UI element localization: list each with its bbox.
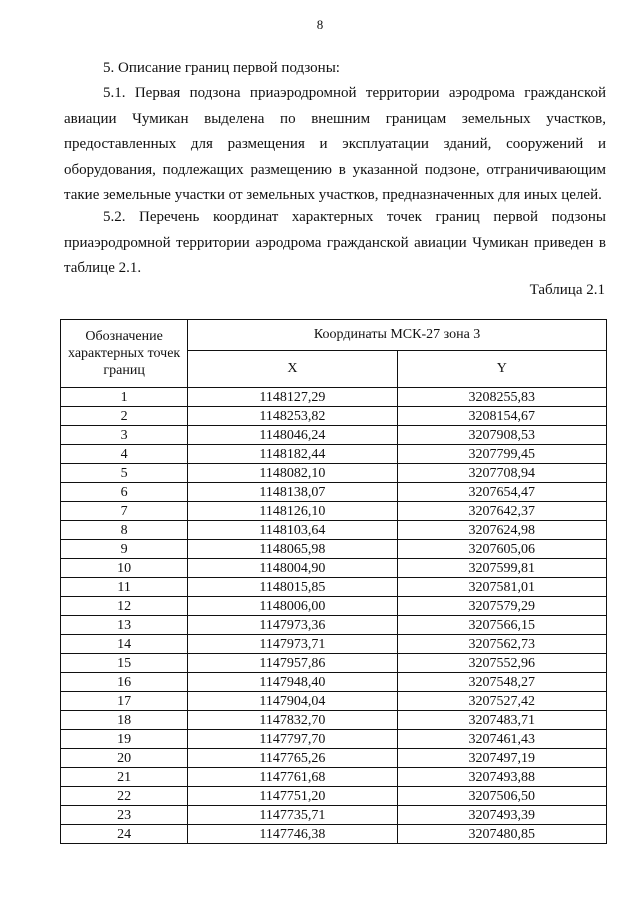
y-coordinate-cell: 3207624,98 — [397, 521, 606, 540]
y-coordinate-cell: 3207493,88 — [397, 768, 606, 787]
x-coordinate-cell: 1147948,40 — [188, 673, 397, 692]
y-coordinate-cell: 3207799,45 — [397, 445, 606, 464]
y-coordinate-cell: 3207562,73 — [397, 635, 606, 654]
paragraph-5-1-text: 5.1. Первая подзона приаэродромной территории аэродрома гражданской авиации Чумикан выделена по внешним границам земельных участков, предоставленных для размещения и эксплуатации зданий, сооружений и оборудования, подлежащих размещению в указанной подзоне, отграничивающим такие земельные участки от земельных участков, предназначенных для иных целей. — [64, 85, 606, 203]
y-coordinate-cell: 3207581,01 — [397, 578, 606, 597]
table-body — [61, 388, 607, 844]
table-row — [61, 673, 607, 692]
x-coordinate-cell: 1148065,98 — [188, 540, 397, 559]
point-number-cell: 22 — [61, 787, 188, 806]
y-coordinate-cell: 3207605,06 — [397, 540, 606, 559]
x-coordinate-cell: 1147751,20 — [188, 787, 397, 806]
y-coordinate-cell: 3207527,42 — [397, 692, 606, 711]
x-coordinate-cell: 1148004,90 — [188, 559, 397, 578]
x-coordinate-cell: 1148253,82 — [188, 407, 397, 426]
table-row — [61, 426, 607, 445]
table-row — [61, 635, 607, 654]
point-number-cell: 10 — [61, 559, 188, 578]
table-row — [61, 445, 607, 464]
x-coordinate-cell: 1147761,68 — [188, 768, 397, 787]
page-number: 8 — [316, 17, 324, 32]
table-row — [61, 483, 607, 502]
table-row — [61, 768, 607, 787]
table-row — [61, 749, 607, 768]
point-number-cell: 1 — [61, 388, 188, 407]
x-coordinate-cell: 1148126,10 — [188, 502, 397, 521]
column-header-x: X — [188, 351, 397, 388]
point-number-cell: 17 — [61, 692, 188, 711]
y-coordinate-cell: 3207493,39 — [397, 806, 606, 825]
table-row — [61, 616, 607, 635]
paragraph-5-2-text: 5.2. Перечень координат характерных точек границ первой подзоны приаэродромной территории аэродрома гражданской авиации Чумикан приведен в таблице 2.1. — [64, 209, 606, 276]
x-coordinate-cell: 1148082,10 — [188, 464, 397, 483]
x-coordinate-cell: 1147904,04 — [188, 692, 397, 711]
y-coordinate-cell: 3207599,81 — [397, 559, 606, 578]
point-number-cell: 5 — [61, 464, 188, 483]
point-number-cell: 18 — [61, 711, 188, 730]
table-row — [61, 787, 607, 806]
y-coordinate-cell: 3207548,27 — [397, 673, 606, 692]
y-coordinate-cell: 3208154,67 — [397, 407, 606, 426]
table-row — [61, 711, 607, 730]
x-coordinate-cell: 1148127,29 — [188, 388, 397, 407]
point-number-cell: 4 — [61, 445, 188, 464]
table-row — [61, 521, 607, 540]
x-coordinate-cell: 1147735,71 — [188, 806, 397, 825]
point-number-cell: 6 — [61, 483, 188, 502]
section-heading: 5. Описание границ первой подзоны: — [103, 60, 340, 76]
x-coordinate-cell: 1148103,64 — [188, 521, 397, 540]
point-number-cell: 20 — [61, 749, 188, 768]
point-number-cell: 3 — [61, 426, 188, 445]
table-row — [61, 559, 607, 578]
table-row — [61, 407, 607, 426]
table-row — [61, 654, 607, 673]
point-number-cell: 13 — [61, 616, 188, 635]
point-number-cell: 7 — [61, 502, 188, 521]
x-coordinate-cell: 1147957,86 — [188, 654, 397, 673]
paragraph-5-1 — [64, 81, 606, 209]
point-number-cell: 21 — [61, 768, 188, 787]
table-row — [61, 730, 607, 749]
point-number-cell: 23 — [61, 806, 188, 825]
point-number-cell: 15 — [61, 654, 188, 673]
point-number-cell: 8 — [61, 521, 188, 540]
y-coordinate-cell: 3207642,37 — [397, 502, 606, 521]
y-coordinate-cell: 3207552,96 — [397, 654, 606, 673]
x-coordinate-cell: 1147973,71 — [188, 635, 397, 654]
x-coordinate-cell: 1147973,36 — [188, 616, 397, 635]
x-coordinate-cell: 1148015,85 — [188, 578, 397, 597]
column-header-points: Обозначение характерных точек границ — [61, 320, 188, 388]
table-row — [61, 388, 607, 407]
table-row — [61, 464, 607, 483]
x-coordinate-cell: 1147765,26 — [188, 749, 397, 768]
x-coordinate-cell: 1148006,00 — [188, 597, 397, 616]
y-coordinate-cell: 3207461,43 — [397, 730, 606, 749]
y-coordinate-cell: 3207566,15 — [397, 616, 606, 635]
y-coordinate-cell: 3207497,19 — [397, 749, 606, 768]
y-coordinate-cell: 3207908,53 — [397, 426, 606, 445]
paragraph-5-2 — [64, 205, 606, 282]
table-row — [61, 825, 607, 844]
y-coordinate-cell: 3207483,71 — [397, 711, 606, 730]
table-row — [61, 540, 607, 559]
table-row — [61, 692, 607, 711]
table-row — [61, 502, 607, 521]
y-coordinate-cell: 3207708,94 — [397, 464, 606, 483]
y-coordinate-cell: 3207654,47 — [397, 483, 606, 502]
x-coordinate-cell: 1147746,38 — [188, 825, 397, 844]
x-coordinate-cell: 1148138,07 — [188, 483, 397, 502]
point-number-cell: 19 — [61, 730, 188, 749]
point-number-cell: 11 — [61, 578, 188, 597]
y-coordinate-cell: 3207480,85 — [397, 825, 606, 844]
point-number-cell: 9 — [61, 540, 188, 559]
x-coordinate-cell: 1148182,44 — [188, 445, 397, 464]
table-row — [61, 597, 607, 616]
x-coordinate-cell: 1148046,24 — [188, 426, 397, 445]
point-number-cell: 12 — [61, 597, 188, 616]
point-number-cell: 16 — [61, 673, 188, 692]
y-coordinate-cell: 3207506,50 — [397, 787, 606, 806]
table-row — [61, 578, 607, 597]
point-number-cell: 14 — [61, 635, 188, 654]
column-header-coordinates: Координаты МСК-27 зона 3 — [188, 320, 607, 351]
y-coordinate-cell: 3207579,29 — [397, 597, 606, 616]
y-coordinate-cell: 3208255,83 — [397, 388, 606, 407]
table-row — [61, 806, 607, 825]
x-coordinate-cell: 1147797,70 — [188, 730, 397, 749]
coordinates-table — [60, 319, 607, 844]
point-number-cell: 2 — [61, 407, 188, 426]
column-header-y: Y — [397, 351, 606, 388]
point-number-cell: 24 — [61, 825, 188, 844]
x-coordinate-cell: 1147832,70 — [188, 711, 397, 730]
table-caption: Таблица 2.1 — [529, 282, 605, 298]
